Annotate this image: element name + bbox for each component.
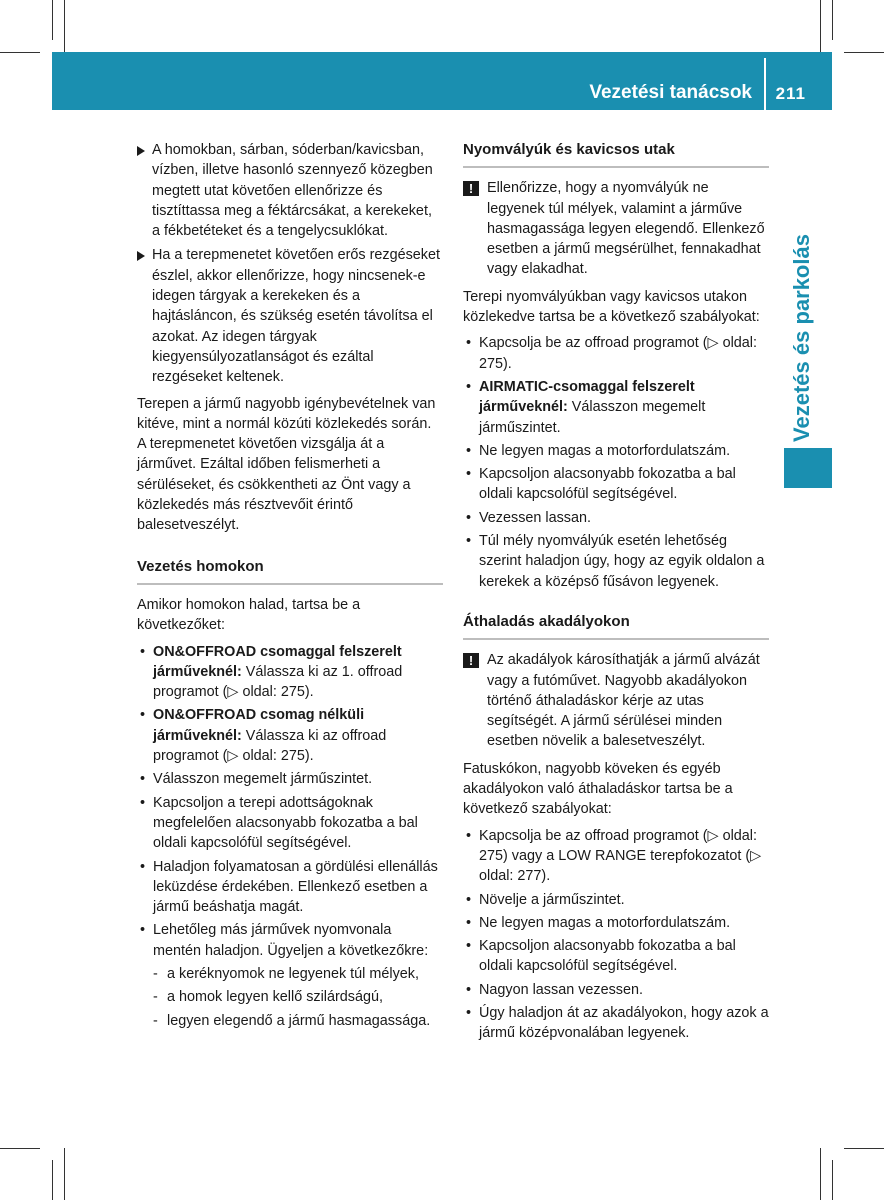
- crop-mark: [844, 1148, 884, 1149]
- warning-note: [463, 650, 769, 751]
- list-item: • Kapcsoljon alacsonyabb fokozatba a bal oldali kapcsolófül segítségével.: [463, 464, 769, 505]
- crop-mark: [52, 0, 53, 40]
- instruction-item: A homokban, sárban, sóderban/kavicsban, vízben, illetve hasonló szennyező közegben megtett utat követően ellenőrizze és tisztíttassa meg a féktárcsákat, a kerekeket, a fékbetéteket és a tengelycsuklókat.: [137, 140, 443, 241]
- list-item-text: Válassza ki az offroad programot (▷ oldal: 275).: [153, 727, 387, 765]
- warning-text: Az akadályok károsíthatják a jármű alvázát vagy a futóművet. Nagyobb akadályokon történő áthaladáskor kérje az utas segítségét. A jármű sérülései minden esetben növelik a balesetveszélyt.: [487, 652, 760, 750]
- list-item: • Növelje a járműszintet.: [463, 890, 769, 910]
- crop-mark: [832, 0, 833, 40]
- warning-icon: !: [463, 181, 479, 196]
- sub-list-item: - a homok legyen kellő szilárdságú,: [137, 987, 443, 1007]
- bullet-list: [463, 826, 769, 1044]
- list-item: [137, 705, 443, 766]
- list-item: • Kapcsoljon a terepi adottságoknak megfelelően alacsonyabb fokozatba a bal oldali kapcsolófül segítségével.: [137, 793, 443, 854]
- bullet-list: [137, 642, 443, 1031]
- list-item: • Úgy haladjon át az akadályokon, hogy azok a jármű középvonalában legyenek.: [463, 1003, 769, 1044]
- crop-mark: [52, 1160, 53, 1200]
- list-item: • Válasszon megemelt járműszintet.: [137, 769, 443, 789]
- paragraph: Terepi nyomvályúkban vagy kavicsos utakon közlekedve tartsa be a következő szabályokat:: [463, 288, 760, 326]
- side-tab-marker: [784, 448, 832, 488]
- paragraph: Terepen a jármű nagyobb igénybevételnek van kitéve, mint a normál közúti közlekedés során. A terepmenetet követően vizsgálja át a járművet. Ezáltal időben felismerheti a sérüléseket, és csökkentheti az Önt vagy a közlekedés más résztvevőit érintő balesetveszélyt.: [137, 395, 436, 534]
- list-item-bold: ON&OFFROAD csomaggal felszerelt járműveknél:: [153, 643, 402, 680]
- crop-mark: [0, 1148, 40, 1149]
- list-item-bold: ON&OFFROAD csomag nélküli járműveknél:: [153, 707, 365, 744]
- right-column: [463, 140, 769, 1047]
- section-title: Vezetés homokon: [137, 557, 443, 585]
- left-column: [137, 140, 443, 1034]
- crop-mark: [64, 1148, 65, 1200]
- crop-mark: [844, 52, 884, 53]
- side-tab: [772, 228, 832, 448]
- sub-list-item: - legyen elegendő a jármű hasmagassága.: [137, 1011, 443, 1031]
- crop-mark: [820, 1148, 821, 1200]
- header-bar: [52, 52, 832, 110]
- sub-list-item: - a keréknyomok ne legyenek túl mélyek,: [137, 964, 443, 984]
- list-item: • Nagyon lassan vezessen.: [463, 980, 769, 1000]
- section-title: Áthaladás akadályokon: [463, 612, 769, 640]
- list-item-text: Válasszon megemelt járműszintet.: [479, 399, 706, 436]
- list-item: • Kapcsolja be az offroad programot (▷ oldal: 275).: [463, 333, 769, 374]
- header-separator: [764, 58, 766, 110]
- list-item: • Lehetőleg más járművek nyomvonala mentén haladjon. Ügyeljen a következőkre:: [137, 920, 443, 961]
- list-item: • Vezessen lassan.: [463, 508, 769, 528]
- list-item: [137, 642, 443, 703]
- list-item-bold: AIRMATIC-csomaggal felszerelt járműveknél:: [479, 378, 695, 416]
- list-item: • Ne legyen magas a motorfordulatszám.: [463, 441, 769, 461]
- warning-icon: !: [463, 653, 479, 668]
- header-title: Vezetési tanácsok: [589, 82, 752, 103]
- warning-note: [463, 178, 769, 279]
- list-item: • Kapcsolja be az offroad programot (▷ oldal: 275) vagy a LOW RANGE terepfokozatot (▷ oldal: 277).: [463, 826, 769, 887]
- list-item: • Haladjon folyamatosan a gördülési ellenállás leküzdése érdekében. Ellenkező esetben a jármű beáshatja magát.: [137, 857, 443, 918]
- crop-mark: [832, 1160, 833, 1200]
- list-item-text: Válassza ki az 1. offroad programot (▷ oldal: 275).: [153, 663, 403, 701]
- instruction-item: Ha a terepmenetet követően erős rezgéseket észlel, akkor ellenőrizze, hogy nincsenek-e idegen tárgyak a kerekeken és a hajtásláncon, és szükség esetén távolítsa el azokat. Az idegen tárgyak kiegyensúlyozatlanságot és ezáltal rezgéseket keltenek.: [137, 245, 443, 387]
- crop-mark: [64, 0, 65, 52]
- crop-mark: [820, 0, 821, 52]
- list-item: • Kapcsoljon alacsonyabb fokozatba a bal oldali kapcsolófül segítségével.: [463, 936, 769, 977]
- paragraph: Fatuskókon, nagyobb köveken és egyéb akadályokon való áthaladáskor tartsa be a következő szabályokat:: [463, 760, 733, 818]
- paragraph: Amikor homokon halad, tartsa be a következőket:: [137, 596, 361, 634]
- side-tab-label: Vezetés és parkolás: [789, 234, 815, 442]
- bullet-list: [463, 333, 769, 592]
- crop-mark: [0, 52, 40, 53]
- list-item: [463, 377, 769, 438]
- page-number: 211: [775, 84, 806, 103]
- warning-text: Ellenőrizze, hogy a nyomvályúk ne legyenek túl mélyek, valamint a járműve hasmagassága legyen elegendő. Ellenkező esetben a jármű megsérülhet, fennakadhat vagy elakadhat.: [487, 180, 765, 278]
- list-item: • Ne legyen magas a motorfordulatszám.: [463, 913, 769, 933]
- list-item: • Túl mély nyomvályúk esetén lehetőség szerint haladjon úgy, hogy az egyik oldalon a kerekek a középső fűsávon legyenek.: [463, 531, 769, 592]
- section-title: Nyomvályúk és kavicsos utak: [463, 140, 769, 168]
